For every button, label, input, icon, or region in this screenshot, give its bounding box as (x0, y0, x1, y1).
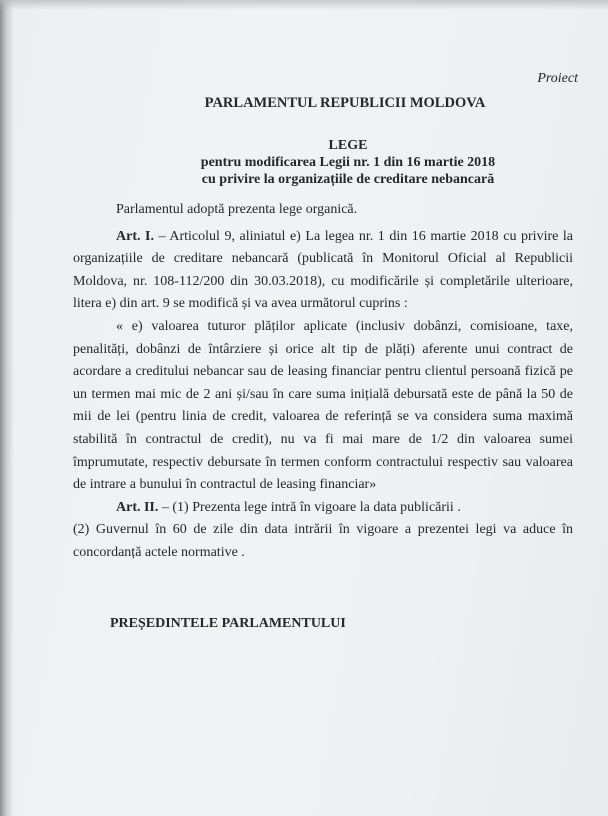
page-edge-shadow (0, 0, 14, 816)
article-2-paragraph-2-text: (2) Guvernul în 60 de zile din data intrării în vigoare a prezentei legi va aduce în concordanță actele normative . (73, 522, 573, 560)
issuer-heading: PARLAMENTUL REPUBLICII MOLDOVA (204, 95, 486, 111)
intro-text: Parlamentul adoptă prezenta lege organică. (116, 202, 358, 217)
article-1-text: – Articolul 9, aliniatul e) La legea nr. 1 din 16 martie 2018 cu privire la organizațiile de creditare nebancară (publicată în Monitorul Oficial al Republicii Moldova, nr. 108-112/200 din 30.03.2018), cu modificările și completările ulterioare, litera e) din art. 9 se modifică și va avea următorul cuprins : (73, 228, 573, 312)
article-2-label: Art. II. (116, 499, 159, 515)
article-1-quote (73, 316, 573, 497)
article-2-text: – (1) Prezenta lege intră în vigoare la data publicării . (158, 499, 461, 515)
draft-label: Proiect (537, 71, 578, 86)
article-1-quote-text: « e) valoarea tuturor plăților aplicate (inclusiv dobânzi, comisioane, taxe, penalități, dobânzi de întârziere și orice alt tip de plăți) aferente unui contract de acordare a creditului nebancar sau de leasing financiar pentru clientul persoană fizică pe un termen mai mic de 2 ani și/sau în care suma inițială debursată este de până la 50 de mii de lei (pentru linia de credit, valoarea de referință se va considera suma maximă stabilită în contractul de credit), nu va fi mai mare de 1/2 din valoarea sumei împrumutate, respectiv debursate în termen conform contractului respectiv sau valoarea de intrare a bunului în contractul de leasing financiar» (73, 318, 573, 493)
law-title-line-3: cu privire la organizațiile de creditare nebancară (201, 172, 495, 187)
law-title-line-1: LEGE (328, 138, 368, 153)
law-title-line-2: pentru modificarea Legii nr. 1 din 16 martie 2018 (200, 155, 496, 170)
article-1-label: Art. I. (116, 228, 154, 244)
law-title (0, 137, 608, 188)
law-body (73, 199, 573, 565)
article-1-paragraph (73, 226, 573, 316)
page-top-shadow (0, 0, 608, 10)
article-2-paragraph (73, 497, 573, 520)
article-2-paragraph-2 (73, 519, 573, 564)
intro-paragraph (73, 199, 573, 222)
signatory-title: PREȘEDINTELE PARLAMENTULUI (110, 616, 346, 631)
